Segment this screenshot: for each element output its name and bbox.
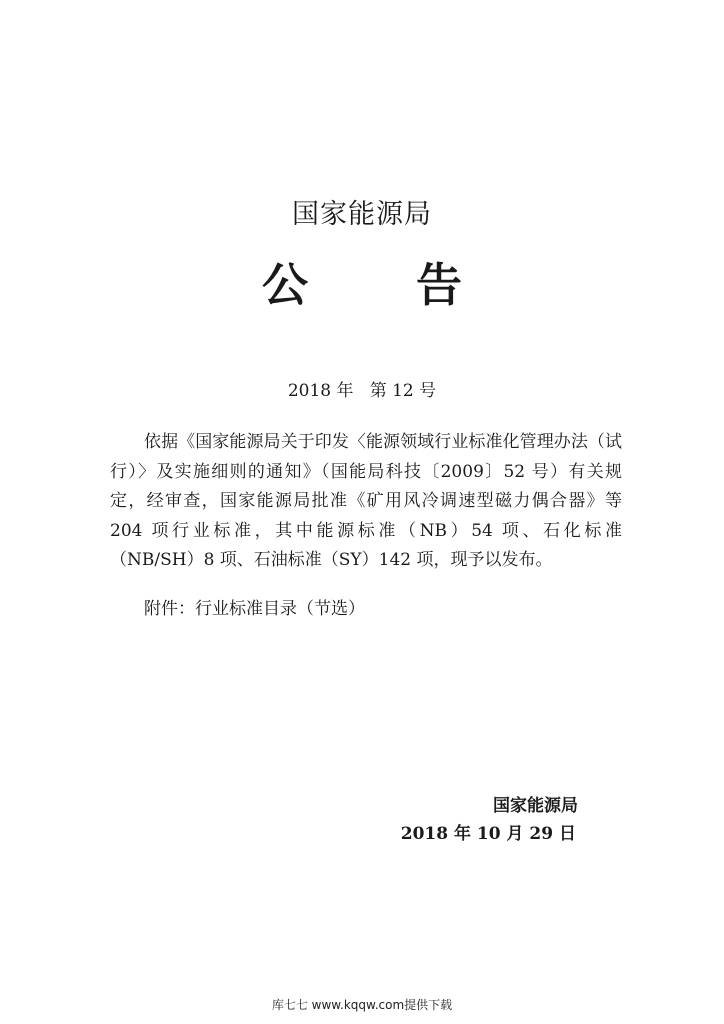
download-footer: 库七七 www.kqqw.com提供下载 <box>271 998 453 1012</box>
signature-date: 2018 年 10 月 29 日 <box>400 824 576 844</box>
document-type-heading <box>262 255 462 315</box>
issuer-title: 国家能源局 <box>292 199 432 230</box>
document-type-char-2: 告 <box>416 258 462 312</box>
document-type-char-1: 公 <box>262 258 308 312</box>
body-paragraph: 依据《国家能源局关于印发〈能源领域行业标准化管理办法（试行）〉及实施细则的通知》（国能局科技〔2009〕52 号）有关规定，经审查，国家能源局批准《矿用风冷调速型磁力偶合器》等 204 项行业标准，其中能源标准（NB）54 项、石化标准（NB/SH）8 项、石油标准（SY）142 项，现予以发布。 <box>110 432 622 570</box>
attachment-line: 附件：行业标准目录（节选） <box>144 599 365 619</box>
signature-org: 国家能源局 <box>493 796 578 816</box>
document-number: 2018 年 第 12 号 <box>287 381 437 401</box>
